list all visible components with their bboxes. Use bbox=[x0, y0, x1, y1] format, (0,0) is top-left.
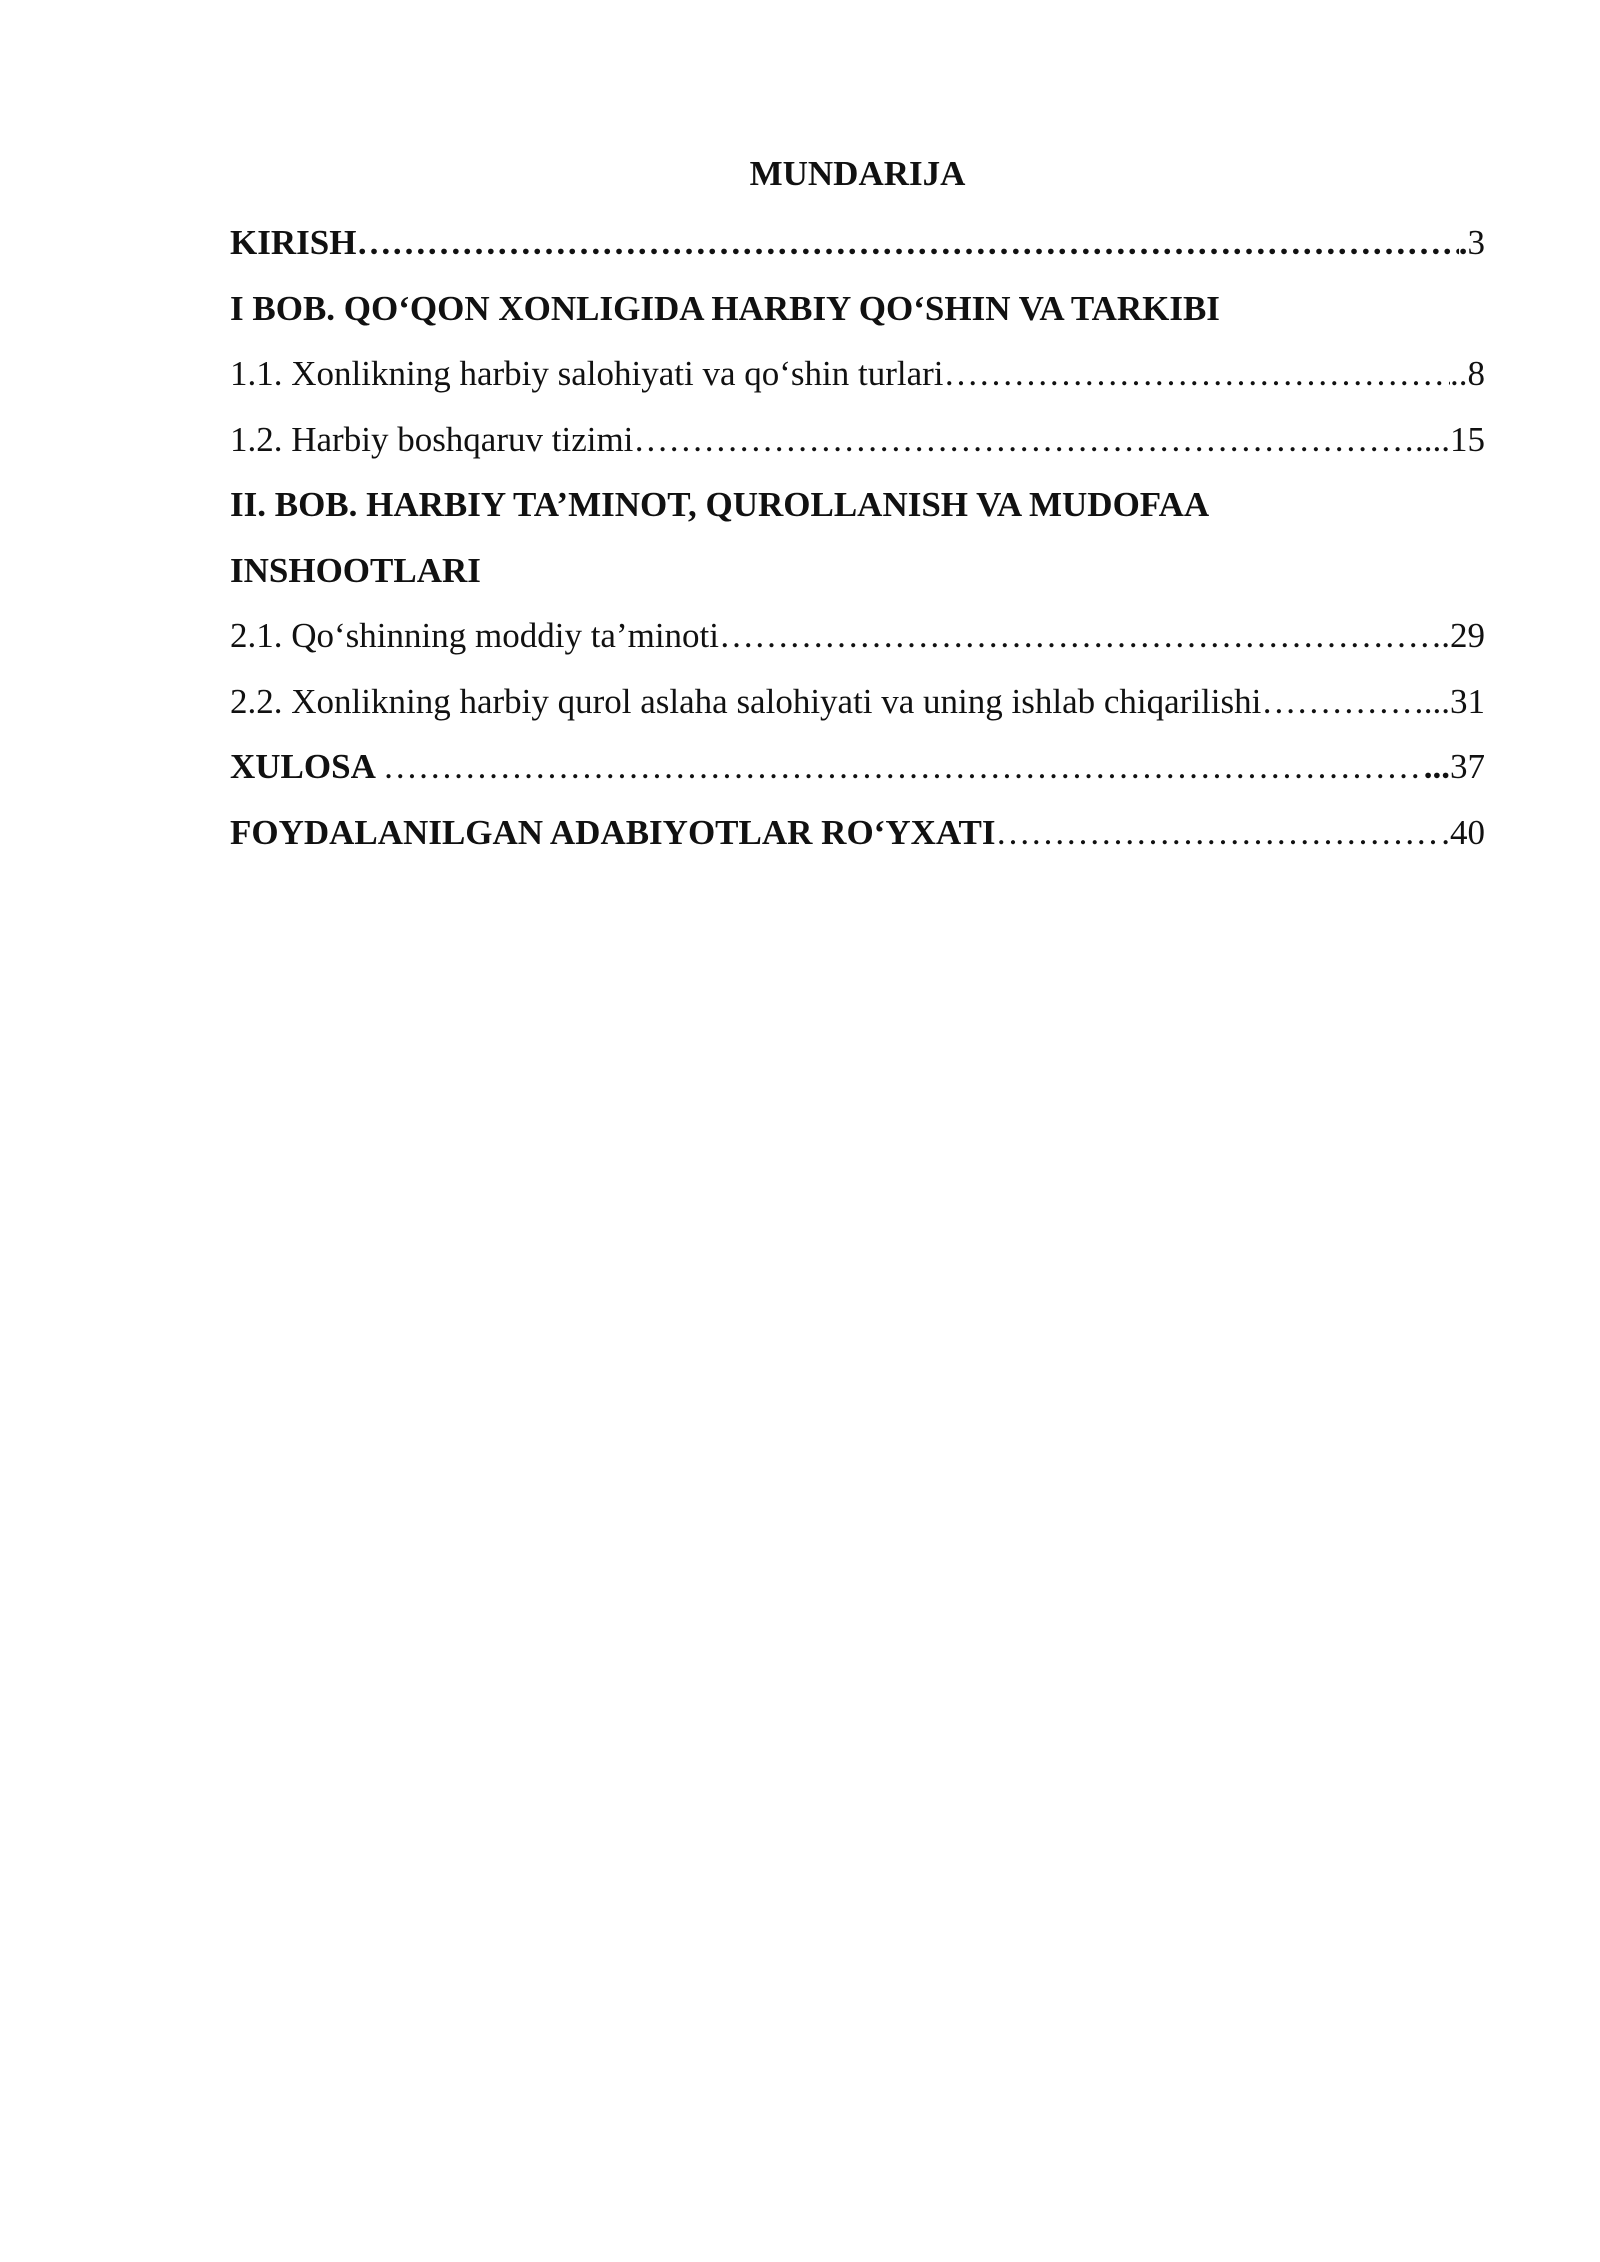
toc-entry-tail: .... bbox=[1415, 419, 1450, 459]
toc-page-number: 8 bbox=[1467, 354, 1485, 393]
toc-entry-xulosa bbox=[230, 734, 1485, 800]
toc-entry-tail: . bbox=[1441, 616, 1450, 655]
toc-page-number: 37 bbox=[1450, 747, 1485, 786]
toc-entry-2-2 bbox=[230, 669, 1485, 735]
toc-chapter-heading bbox=[230, 472, 1485, 538]
toc-page-number: 40 bbox=[1450, 812, 1485, 852]
toc-entry-label: 2.1. Qo‘shinning moddiy ta’minoti bbox=[230, 616, 720, 655]
toc-dot-leader bbox=[719, 603, 1441, 669]
toc-chapter-heading-continued bbox=[230, 538, 1485, 604]
toc-entry-label: II. BOB. HARBIY TA’MINOT, QUROLLANISH VA MUDOFAA bbox=[230, 485, 1210, 524]
toc-entry-tail: . bbox=[1458, 223, 1468, 262]
toc-entry-tail: ... bbox=[1423, 681, 1450, 721]
toc-entry-label: XULOSA bbox=[230, 747, 383, 786]
toc-entry-label: 1.1. Xonlikning harbiy salohiyati va qo‘shin turlari bbox=[230, 354, 944, 393]
toc-page-number: 15 bbox=[1450, 419, 1485, 459]
toc-chapter-heading bbox=[230, 276, 1485, 342]
toc-entry-label: 2.2. Xonlikning harbiy qurol aslaha salohiyati va uning ishlab chiqarilishi bbox=[230, 681, 1262, 721]
table-of-contents bbox=[230, 148, 1485, 865]
toc-dot-leader bbox=[383, 734, 1424, 800]
toc-entry-label: FOYDALANILGAN ADABIYOTLAR RO‘YXATI bbox=[230, 812, 996, 852]
toc-dot-leader bbox=[944, 341, 1450, 407]
toc-entry-bibliography bbox=[230, 800, 1485, 866]
toc-dot-leader bbox=[633, 407, 1415, 473]
toc-entry-label: INSHOOTLARI bbox=[230, 550, 481, 590]
toc-entry-2-1 bbox=[230, 603, 1485, 669]
toc-entry-label: KIRISH bbox=[230, 223, 357, 262]
toc-entry-tail: . bbox=[1441, 812, 1450, 852]
toc-entry-label: 1.2. Harbiy boshqaruv tizimi bbox=[230, 419, 634, 459]
toc-entry-1-2 bbox=[230, 407, 1485, 473]
toc-entry-tail: ... bbox=[1423, 747, 1450, 786]
toc-dot-leader bbox=[996, 800, 1442, 866]
toc-page-number: 29 bbox=[1450, 616, 1485, 655]
toc-entry-kirish bbox=[230, 210, 1485, 276]
toc-dot-leader bbox=[1261, 669, 1423, 735]
toc-page-number: 31 bbox=[1450, 681, 1485, 721]
toc-entry-label: I BOB. QO‘QON XONLIGIDA HARBIY QO‘SHIN VA TARKIBI bbox=[230, 288, 1220, 328]
toc-entry-1-1 bbox=[230, 341, 1485, 407]
toc-title: MUNDARIJA bbox=[749, 154, 966, 193]
toc-page-number: 3 bbox=[1467, 223, 1485, 262]
toc-dot-leader bbox=[356, 210, 1458, 276]
toc-entry-tail: .. bbox=[1450, 354, 1468, 393]
